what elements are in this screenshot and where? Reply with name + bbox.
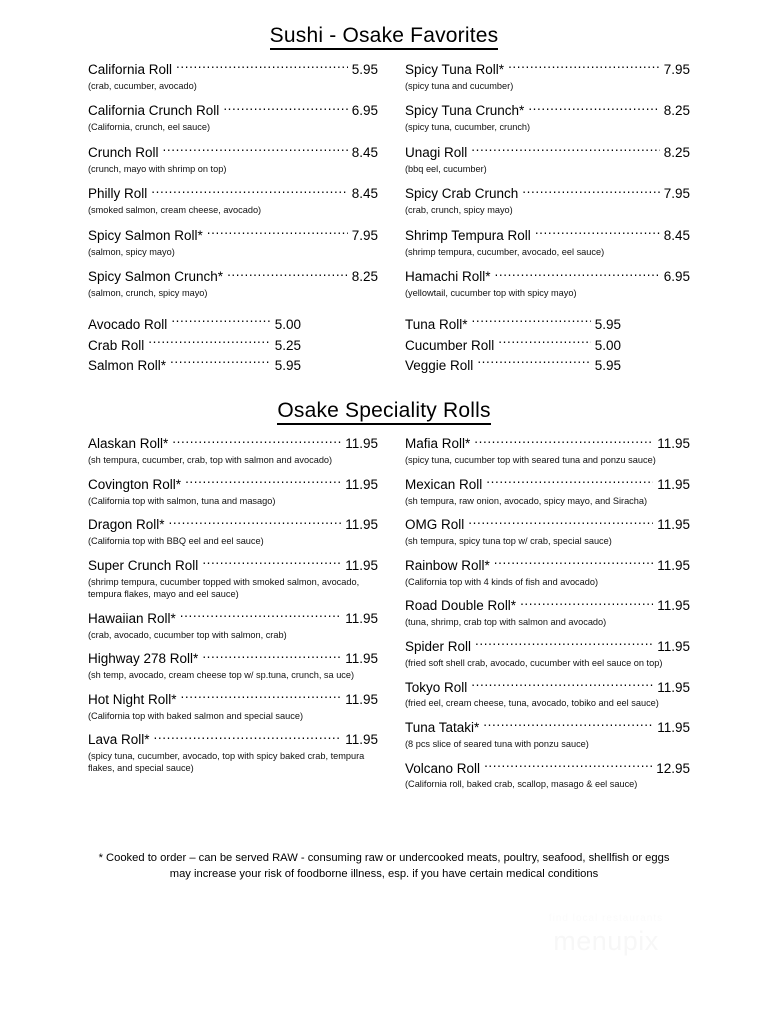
dot-leader	[474, 435, 653, 449]
menu-item-price: 5.95	[594, 358, 621, 374]
dot-leader	[484, 759, 652, 773]
menu-item	[405, 268, 690, 300]
menu-item-line	[405, 759, 690, 777]
menu-item-name: Crab Roll	[88, 337, 145, 353]
dot-leader	[227, 268, 348, 282]
footer-disclaimer	[0, 850, 768, 882]
menu-item-name: Volcano Roll	[405, 760, 481, 776]
menu-item-price: 8.25	[351, 269, 378, 285]
section-1-left-column	[88, 60, 378, 377]
menu-item-description: (spicy tuna, cucumber top with seared tuna and ponzu sauce)	[405, 455, 656, 466]
dot-leader	[494, 556, 653, 570]
dot-leader	[468, 516, 653, 530]
menu-item-description: (crab, avocado, cucumber top with salmon, crab)	[88, 629, 287, 640]
watermark-logo-text: menupix	[553, 926, 659, 956]
menu-item-line	[88, 435, 378, 453]
menu-item-name: Spicy Tuna Crunch*	[405, 103, 525, 119]
dot-leader	[154, 731, 342, 745]
section-2-columns	[0, 435, 768, 800]
menu-item-name: Tokyo Roll	[405, 679, 468, 695]
menu-item-description: (spicy tuna, cucumber, crunch)	[405, 122, 531, 133]
menu-item-description: (California top with 4 kinds of fish and avocado)	[405, 576, 599, 587]
section-1-right-compact-list	[405, 315, 690, 377]
menu-item-description: (California roll, baked crab, scallop, masago & eel sauce)	[405, 779, 638, 790]
menu-item-price: 8.45	[351, 186, 378, 202]
menu-item-line	[88, 268, 378, 286]
dot-leader	[148, 336, 270, 350]
dot-leader	[471, 678, 653, 692]
menu-item	[88, 650, 378, 682]
menu-item	[405, 597, 690, 629]
menu-item	[88, 185, 378, 217]
menu-item-line	[88, 731, 378, 749]
menu-item-description: (sh tempura, spicy tuna top w/ crab, special sauce)	[405, 536, 612, 547]
section-2-heading-text: Osake Speciality Rolls	[277, 399, 490, 425]
menu-item-description: (bbq eel, cucumber)	[405, 163, 487, 174]
dot-leader	[535, 226, 660, 240]
menu-item-price: 5.95	[351, 61, 378, 77]
menu-item	[88, 60, 378, 92]
menu-item-price: 8.25	[663, 103, 690, 119]
dot-leader	[202, 650, 341, 664]
dot-leader	[169, 516, 342, 530]
menu-item-price: 11.95	[657, 598, 690, 614]
menu-item	[88, 315, 378, 336]
dot-leader	[151, 185, 347, 199]
dot-leader	[471, 143, 659, 157]
menu-item	[405, 678, 690, 710]
menu-item-line	[88, 336, 301, 357]
footer-disclaimer-line-1: * Cooked to order – can be served RAW - consuming raw or undercooked meats, poultry, seafood, shellfish or eggs	[98, 852, 670, 864]
menu-item-description: (California, crunch, eel sauce)	[88, 122, 211, 133]
dot-leader	[176, 60, 348, 74]
dot-leader	[528, 102, 659, 116]
menu-item-description: (crab, cucumber, avocado)	[88, 80, 197, 91]
menu-item-name: Cucumber Roll	[405, 337, 495, 353]
menu-item-description: (California top with BBQ eel and eel sauce)	[88, 536, 264, 547]
menu-item-price: 6.95	[351, 103, 378, 119]
menu-item-line	[88, 60, 378, 78]
section-2-right-column	[405, 435, 690, 800]
menu-item-name: Road Double Roll*	[405, 598, 517, 614]
section-2-left-column	[88, 435, 378, 800]
menu-item	[405, 435, 690, 467]
menu-item-price: 5.95	[274, 358, 301, 374]
menu-item-line	[405, 678, 690, 696]
menu-item-price: 7.95	[663, 61, 690, 77]
dot-leader	[498, 336, 590, 350]
menu-item-price: 8.45	[663, 227, 690, 243]
menu-item-line	[405, 719, 690, 737]
menu-item-line	[88, 143, 378, 161]
menu-item-price: 11.95	[345, 557, 378, 573]
menu-item-description: (yellowtail, cucumber top with spicy mayo)	[405, 288, 577, 299]
menu-item-description: (salmon, crunch, spicy mayo)	[88, 288, 208, 299]
menu-item-price: 5.00	[594, 337, 621, 353]
menu-item-name: Rainbow Roll*	[405, 557, 490, 573]
dot-leader	[522, 185, 659, 199]
menu-item-description: (sh tempura, raw onion, avocado, spicy mayo, and Siracha)	[405, 495, 648, 506]
menu-item-price: 11.95	[657, 517, 690, 533]
menu-item	[405, 226, 690, 258]
menu-item-line	[88, 516, 378, 534]
dot-leader	[202, 556, 341, 570]
menu-item-name: Veggie Roll	[405, 358, 474, 374]
menu-item	[405, 719, 690, 751]
dot-leader	[180, 609, 341, 623]
dot-leader	[508, 60, 660, 74]
menu-item-line	[405, 226, 690, 244]
menu-item	[88, 690, 378, 722]
menu-item-line	[405, 516, 690, 534]
menu-item-description: (tuna, shrimp, crab top with salmon and avocado)	[405, 617, 607, 628]
menu-item	[405, 336, 690, 357]
dot-leader	[207, 226, 348, 240]
menu-item-price: 11.95	[657, 476, 690, 492]
menu-item	[88, 102, 378, 134]
dot-leader	[495, 268, 660, 282]
dot-leader	[170, 357, 271, 371]
menu-item-line	[405, 435, 690, 453]
menu-item-description: (fried soft shell crab, avocado, cucumber with eel sauce on top)	[405, 657, 663, 668]
menu-item-line	[405, 336, 621, 357]
menu-item-line	[405, 315, 621, 336]
menu-item-price: 11.95	[657, 436, 690, 452]
dot-leader	[163, 143, 348, 157]
menu-item-line	[405, 268, 690, 286]
menu-item-name: Shrimp Tempura Roll	[405, 227, 531, 243]
menu-item-line	[88, 102, 378, 120]
menu-item-description: (California top with salmon, tuna and masago)	[88, 495, 276, 506]
menu-item-name: Highway 278 Roll*	[88, 651, 199, 667]
menu-item-line	[88, 356, 301, 377]
menu-item	[88, 556, 378, 600]
menu-item-description: (salmon, spicy mayo)	[88, 246, 175, 257]
menu-item-name: Mafia Roll*	[405, 436, 471, 452]
menu-item-price: 11.95	[345, 517, 378, 533]
menu-page	[0, 24, 768, 1018]
menu-item-name: Tuna Tataki*	[405, 720, 480, 736]
dot-leader	[185, 475, 341, 489]
menu-item-line	[405, 102, 690, 120]
menu-item-name: Covington Roll*	[88, 476, 182, 492]
menu-item	[405, 516, 690, 548]
menu-item-price: 5.95	[594, 317, 621, 333]
dot-leader	[486, 475, 653, 489]
menu-item-name: Hawaiian Roll*	[88, 610, 176, 626]
dot-leader	[171, 316, 270, 330]
menu-item-description: (sh tempura, cucumber, crab, top with salmon and avocado)	[88, 455, 333, 466]
menu-item	[405, 356, 690, 377]
menu-item-name: Avocado Roll	[88, 317, 168, 333]
menu-item-line	[405, 60, 690, 78]
menu-item-price: 11.95	[345, 436, 378, 452]
dot-leader	[472, 316, 591, 330]
menu-item-price: 11.95	[657, 639, 690, 654]
menu-item	[405, 185, 690, 217]
section-1-right-column	[405, 60, 690, 377]
menu-item-line	[405, 143, 690, 161]
menu-item-description: (8 pcs slice of seared tuna with ponzu sauce)	[405, 738, 589, 749]
menu-item-price: 8.45	[351, 144, 378, 160]
menu-item	[405, 60, 690, 92]
menu-item-name: Hot Night Roll*	[88, 691, 177, 707]
watermark-tagline: find local restaurants	[548, 913, 664, 924]
menupix-watermark	[496, 912, 716, 957]
menu-item-name: Mexican Roll	[405, 476, 483, 492]
menu-item-name: Alaskan Roll*	[88, 436, 169, 452]
menu-item-price: 11.95	[657, 720, 690, 736]
menu-item-description: (spicy tuna, cucumber, avocado, top with spicy baked crab, tempura flakes, and special sauce)	[88, 751, 365, 774]
menu-item-description: (crunch, mayo with shrimp on top)	[88, 163, 227, 174]
menu-item-name: Spider Roll	[405, 639, 472, 654]
menu-item-description: (sh temp, avocado, cream cheese top w/ sp.tuna, crunch, sa uce)	[88, 670, 355, 681]
menu-item-name: California Roll	[88, 61, 173, 77]
menu-item	[405, 556, 690, 588]
menu-item-name: Crunch Roll	[88, 144, 159, 160]
menu-item-price: 8.25	[663, 144, 690, 160]
menu-item-line	[405, 638, 690, 656]
menu-item-price: 11.95	[657, 679, 690, 695]
menu-item-description: (smoked salmon, cream cheese, avocado)	[88, 205, 262, 216]
menu-item-price: 11.95	[345, 691, 378, 707]
menu-item-line	[88, 556, 378, 574]
menu-item-name: Spicy Crab Crunch	[405, 186, 519, 202]
dot-leader	[181, 690, 342, 704]
dot-leader	[172, 435, 341, 449]
menu-item-price: 11.95	[345, 476, 378, 492]
dot-leader	[483, 719, 653, 733]
menu-item-description: (California top with baked salmon and special sauce)	[88, 710, 304, 721]
menu-item-line	[405, 556, 690, 574]
menu-item-price: 7.95	[351, 227, 378, 243]
menu-item-price: 11.95	[345, 651, 378, 667]
section-1-left-compact-list	[88, 315, 378, 377]
menu-item	[88, 435, 378, 467]
menu-item-price: 5.25	[274, 337, 301, 353]
menu-item-name: OMG Roll	[405, 517, 465, 533]
menu-item-price: 11.95	[345, 610, 378, 626]
menu-item	[88, 609, 378, 641]
menu-item	[88, 731, 378, 775]
menu-item	[88, 268, 378, 300]
footer-disclaimer-line-2: may increase your risk of foodborne illness, esp. if you have certain medical conditions	[169, 868, 599, 881]
menu-item-line	[88, 475, 378, 493]
menu-item-description: (crab, crunch, spicy mayo)	[405, 205, 513, 216]
menu-item-line	[405, 185, 690, 203]
menu-item-line	[88, 609, 378, 627]
menu-item-line	[405, 475, 690, 493]
dot-leader	[475, 638, 653, 652]
menu-item-line	[88, 315, 301, 336]
section-heading-sushi-osake-favorites	[0, 24, 768, 48]
menu-item-description: (spicy tuna and cucumber)	[405, 80, 514, 91]
menu-item	[405, 759, 690, 791]
dot-leader	[223, 102, 347, 116]
menu-item	[88, 226, 378, 258]
menu-item	[88, 475, 378, 507]
menu-item-line	[88, 650, 378, 668]
menu-item	[405, 638, 690, 670]
menu-item-price: 6.95	[663, 269, 690, 285]
menu-item-name: Spicy Salmon Roll*	[88, 227, 203, 243]
menu-item-price: 12.95	[656, 760, 690, 776]
menu-item-name: Salmon Roll*	[88, 358, 167, 374]
section-1-heading-text: Sushi - Osake Favorites	[270, 24, 499, 50]
dot-leader	[520, 597, 653, 611]
menu-item-description: (shrimp tempura, cucumber topped with smoked salmon, avocado, tempura flakes, mayo and eel sauce)	[88, 576, 360, 599]
menu-item-name: Spicy Salmon Crunch*	[88, 269, 224, 285]
menu-item-line	[88, 185, 378, 203]
menu-item-name: California Crunch Roll	[88, 103, 220, 119]
dot-leader	[477, 357, 590, 371]
menu-item-name: Lava Roll*	[88, 732, 150, 748]
menu-item-price: 5.00	[274, 317, 301, 333]
menu-item	[405, 475, 690, 507]
menu-item-name: Hamachi Roll*	[405, 269, 491, 285]
menu-item-price: 11.95	[345, 732, 378, 748]
menu-item-line	[405, 356, 621, 377]
menu-item-price: 11.95	[657, 557, 690, 573]
menu-item-name: Tuna Roll*	[405, 317, 468, 333]
menu-item-description: (fried eel, cream cheese, tuna, avocado, tobiko and eel sauce)	[405, 698, 659, 709]
section-1-columns	[0, 60, 768, 377]
menu-item-name: Spicy Tuna Roll*	[405, 61, 505, 77]
menu-item-name: Dragon Roll*	[88, 517, 165, 533]
menu-item	[405, 143, 690, 175]
menu-item-name: Philly Roll	[88, 186, 148, 202]
menu-item	[88, 356, 378, 377]
menu-item-line	[405, 597, 690, 615]
menu-item	[88, 336, 378, 357]
menu-item	[405, 315, 690, 336]
section-heading-osake-speciality-rolls	[0, 399, 768, 423]
menu-item-name: Super Crunch Roll	[88, 557, 199, 573]
menu-item-line	[88, 226, 378, 244]
menu-item	[405, 102, 690, 134]
menu-item-name: Unagi Roll	[405, 144, 468, 160]
menu-item	[88, 516, 378, 548]
menu-item-line	[88, 690, 378, 708]
menu-item-price: 7.95	[663, 186, 690, 202]
menu-item-description: (shrimp tempura, cucumber, avocado, eel sauce)	[405, 246, 605, 257]
menu-item	[88, 143, 378, 175]
